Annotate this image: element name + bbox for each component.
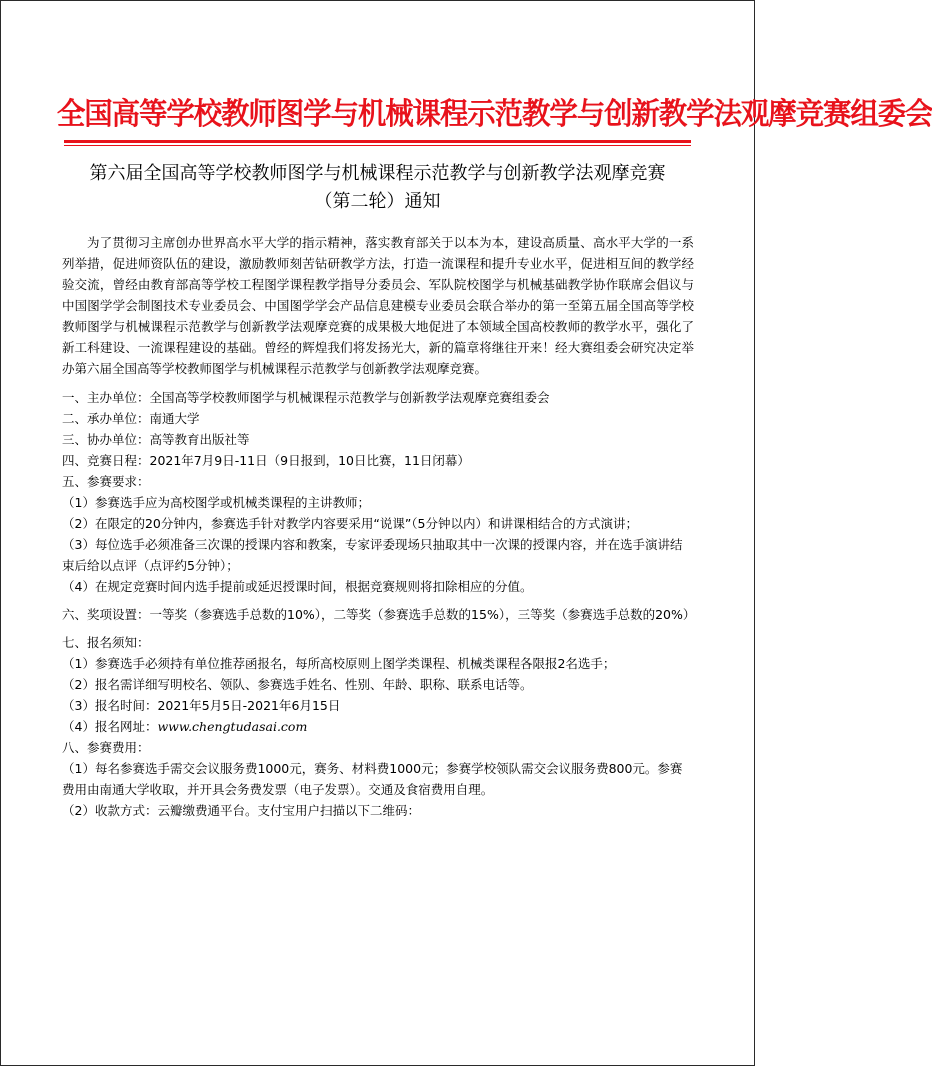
registration-website-label: （4）报名网址：	[62, 719, 158, 734]
header-rule-thin	[64, 145, 691, 146]
registration-website-url: www.chengtudasai.com	[157, 719, 308, 734]
registration-item-website	[62, 716, 694, 737]
notice-title-line-2: （第二轮）通知	[314, 191, 441, 212]
notice-title-line-1: 第六届全国高等学校教师图学与机械课程示范教学与创新教学法观摩竞赛	[89, 163, 666, 184]
section-organizer: 二、承办单位：南通大学	[62, 411, 200, 426]
requirement-item: （1）参赛选手应为高校图学或机械类课程的主讲教师；	[62, 495, 370, 510]
header-rule-thick	[64, 140, 691, 143]
registration-item: （2）报名需详细写明校名、领队、参赛选手姓名、性别、年龄、职称、联系电话等。	[62, 677, 533, 692]
fee-item: （2）收款方式：云瓣缴费通平台。支付宝用户扫描以下二维码：	[62, 803, 420, 818]
section-awards: 六、奖项设置：一等奖（参赛选手总数的10%），二等奖（参赛选手总数的15%），三等奖（参赛选手总数的20%）	[62, 607, 696, 622]
registration-item: （3）报名时间：2021年5月5日-2021年6月15日	[62, 698, 341, 713]
fee-item: （1）每名参赛选手需交会议服务费1000元，赛务、材料费1000元；参赛学校领队需交会议服务费800元。参赛费用由南通大学收取，并开具会务费发票（电子发票）。交通及食宿费用自理。	[62, 761, 683, 797]
section-host: 一、主办单位：全国高等学校教师图学与机械课程示范教学与创新教学法观摩竞赛组委会	[62, 390, 550, 405]
requirement-item: （4）在规定竞赛时间内选手提前或延迟授课时间，根据竞赛规则将扣除相应的分值。	[62, 579, 533, 594]
organizer-header-title: 全国高等学校教师图学与机械课程示范教学与创新教学法观摩竞赛组委会	[56, 97, 932, 132]
section-registration-heading: 七、报名须知：	[62, 635, 150, 650]
notice-body	[62, 232, 694, 821]
registration-item: （1）参赛选手必须持有单位推荐函报名，每所高校原则上图学类课程、机械类课程各限报2名选手；	[62, 656, 616, 671]
notice-title	[40, 160, 715, 216]
section-requirements-heading: 五、参赛要求：	[62, 474, 150, 489]
requirement-item: （3）每位选手必须准备三次课的授课内容和教案，专家评委现场只抽取其中一次课的授课内容，并在选手演讲结束后给以点评（点评约5分钟）；	[62, 537, 683, 573]
requirement-item: （2）在限定的20分钟内，参赛选手针对教学内容要采用“说课”（5分钟以内）和讲课相结合的方式演讲；	[62, 516, 639, 531]
intro-paragraph: 为了贯彻习主席创办世界高水平大学的指示精神，落实教育部关于以本为本，建设高质量、高水平大学的一系列举措，促进师资队伍的建设，激励教师刻苦钻研教学方法，打造一流课程和提升专业水平，促进相互间的教学经验交流，曾经由教育部高等学校工程图学课程教学指导分委员会、军队院校图学与机械基础教学协作联席会倡议与中国图学学会制图技术专业委员会、中国图学学会产品信息建模专业委员会联合举办的第一至第五届全国高等学校教师图学与机械课程示范教学与创新教学法观摩竞赛的成果极大地促进了本领域全国高校教师的教学水平，强化了新工科建设、一流课程建设的基础。曾经的辉煌我们将发扬光大，新的篇章将继往开来！经大赛组委会研究决定举办第六届全国高等学校教师图学与机械课程示范教学与创新教学法观摩竞赛。	[62, 235, 694, 376]
section-schedule: 四、竞赛日程：2021年7月9日-11日（9日报到，10日比赛，11日闭幕）	[62, 453, 470, 468]
section-co-organizer: 三、协办单位：高等教育出版社等	[62, 432, 250, 447]
section-fees-heading: 八、参赛费用：	[62, 740, 150, 755]
